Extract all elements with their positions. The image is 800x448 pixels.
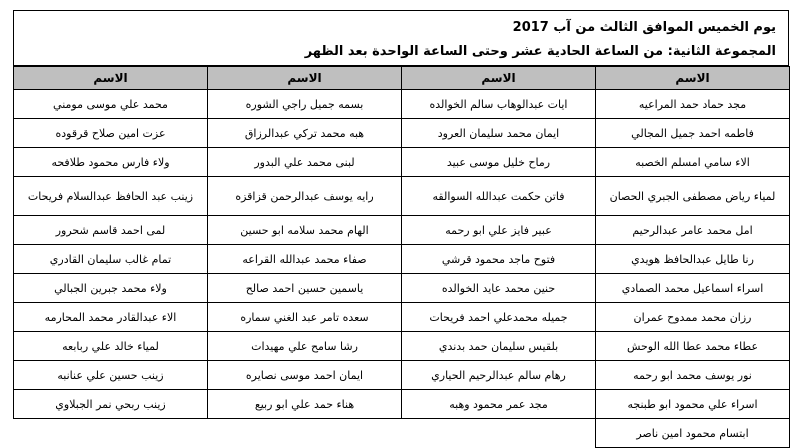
- name-cell: ابتسام محمود امين ناصر: [596, 419, 790, 448]
- column-header: الاسم: [14, 67, 208, 90]
- name-cell: ايمان محمد سليمان العرود: [402, 119, 596, 148]
- table-row: [14, 216, 790, 245]
- name-cell: نور يوسف محمد ابو رحمه: [596, 361, 790, 390]
- name-cell: هبه محمد تركي عبدالرزاق: [208, 119, 402, 148]
- name-cell: اسراء علي محمود ابو طبنجه: [596, 390, 790, 419]
- name-cell: ايمان احمد موسى نصايره: [208, 361, 402, 390]
- name-cell: فاتن حكمت عبدالله السوالقه: [402, 177, 596, 216]
- name-cell: زينب حسين علي عنانبه: [14, 361, 208, 390]
- title-box: [13, 10, 789, 66]
- name-cell: رزان محمد ممدوح عمران: [596, 303, 790, 332]
- name-cell: عزت امين صلاح قرقوده: [14, 119, 208, 148]
- name-cell: ولاء محمد جبرين الجبالي: [14, 274, 208, 303]
- name-cell: زينب ربحي نمر الجبلاوي: [14, 390, 208, 419]
- header-row: [14, 67, 790, 90]
- column-header: الاسم: [402, 67, 596, 90]
- name-cell: الهام محمد سلامه ابو حسين: [208, 216, 402, 245]
- empty-cell: [14, 419, 208, 448]
- names-table: [13, 66, 790, 448]
- table-row: [14, 148, 790, 177]
- name-cell: رنا طايل عبدالحافظ هويدي: [596, 245, 790, 274]
- table-row: [14, 90, 790, 119]
- table-row: [14, 390, 790, 419]
- name-cell: بسمه جميل راجي الشوره: [208, 90, 402, 119]
- name-cell: هناء حمد علي ابو ربيع: [208, 390, 402, 419]
- table-row: [14, 245, 790, 274]
- name-cell: صفاء محمد عبدالله القراعه: [208, 245, 402, 274]
- empty-cell: [402, 419, 596, 448]
- table-row: [14, 332, 790, 361]
- name-cell: تمام غالب سليمان القادري: [14, 245, 208, 274]
- table-row: [14, 361, 790, 390]
- empty-cell: [208, 419, 402, 448]
- name-cell: حنين محمد عايد الخوالده: [402, 274, 596, 303]
- name-cell: لمياء خالد علي ربابعه: [14, 332, 208, 361]
- name-cell: الاء سامي امسلم الخصبه: [596, 148, 790, 177]
- table-row: [14, 303, 790, 332]
- name-cell: ياسمين حسين احمد صالح: [208, 274, 402, 303]
- name-cell: لمياء رياض مصطفى الجبري الحصان: [596, 177, 790, 216]
- name-cell: رشا سامح علي مهيدات: [208, 332, 402, 361]
- name-cell: اسراء اسماعيل محمد الصمادي: [596, 274, 790, 303]
- name-cell: مجد حماد حمد المراعيه: [596, 90, 790, 119]
- name-cell: ايات عبدالوهاب سالم الخوالده: [402, 90, 596, 119]
- name-cell: بلقيس سليمان حمد بدندي: [402, 332, 596, 361]
- table-row: [14, 274, 790, 303]
- name-cell: امل محمد عامر عبدالرحيم: [596, 216, 790, 245]
- schedule-sheet: [13, 10, 789, 448]
- name-cell: محمد علي موسى مومني: [14, 90, 208, 119]
- name-cell: عطاء محمد عطا الله الوحش: [596, 332, 790, 361]
- group-subtitle: المجموعة الثانية: من الساعة الحادية عشر وحتى الساعة الواحدة بعد الظهر: [304, 44, 776, 59]
- name-cell: عبير فايز علي ابو رحمه: [402, 216, 596, 245]
- name-cell: رايه يوسف عبدالرحمن قزاقزه: [208, 177, 402, 216]
- date-title: يوم الخميس الموافق الثالث من آب 2017: [512, 20, 776, 35]
- name-cell: رماح خليل موسى عبيد: [402, 148, 596, 177]
- name-cell: رهام سالم عبدالرحيم الحياري: [402, 361, 596, 390]
- names-body: [14, 90, 790, 448]
- name-cell: زينب عبد الحافظ عبدالسلام فريحات: [14, 177, 208, 216]
- name-cell: فاطمه احمد جميل المجالي: [596, 119, 790, 148]
- name-cell: مجد عمر محمود وهبه: [402, 390, 596, 419]
- name-cell: سعده تامر عبد الغني سماره: [208, 303, 402, 332]
- table-row: [14, 177, 790, 216]
- name-cell: لبنى محمد علي البدور: [208, 148, 402, 177]
- table-row: [14, 419, 790, 448]
- name-cell: فتوح ماجد محمود قرشي: [402, 245, 596, 274]
- name-cell: لمى احمد قاسم شحرور: [14, 216, 208, 245]
- table-row: [14, 119, 790, 148]
- name-cell: جميله محمدعلي احمد فريحات: [402, 303, 596, 332]
- name-cell: الاء عبدالقادر محمد المحارمه: [14, 303, 208, 332]
- column-header: الاسم: [596, 67, 790, 90]
- column-header: الاسم: [208, 67, 402, 90]
- name-cell: ولاء فارس محمود طلافحه: [14, 148, 208, 177]
